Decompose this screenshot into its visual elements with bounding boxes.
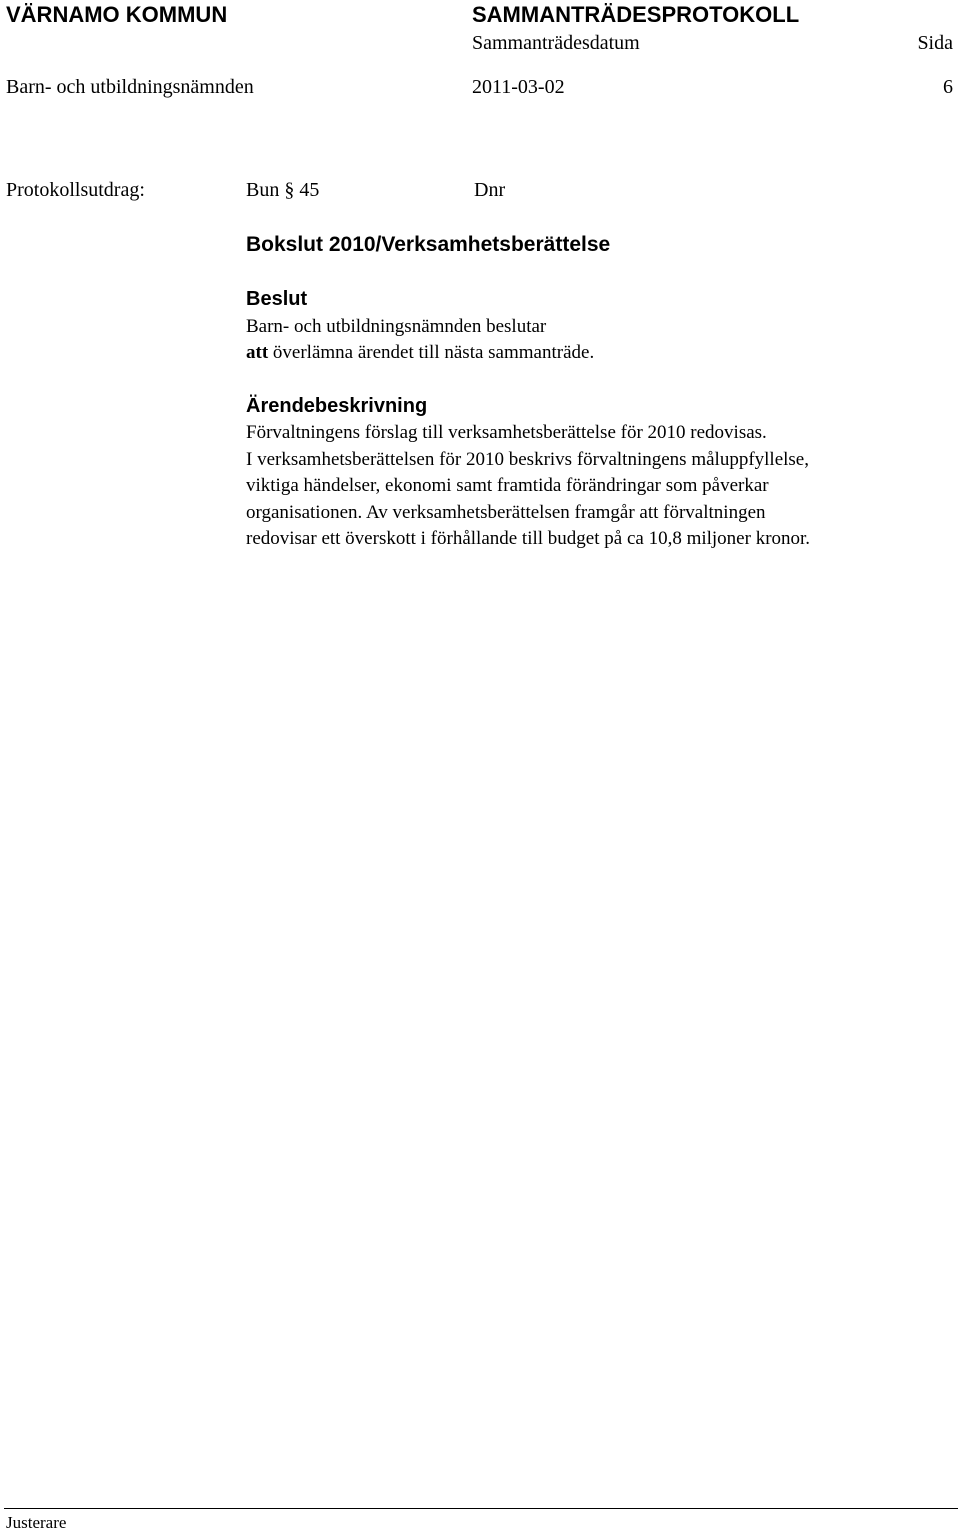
meeting-date-label: Sammanträdesdatum — [472, 32, 640, 54]
decision-line: Barn- och utbildningsnämnden beslutar — [246, 316, 547, 337]
description-line: redovisar ett överskott i förhållande till budget på ca 10,8 miljoner kronor. — [246, 528, 811, 549]
page-number: 6 — [943, 76, 953, 98]
decision-text — [246, 314, 594, 366]
footer-divider — [4, 1508, 958, 1509]
meeting-date: 2011-03-02 — [472, 76, 565, 98]
page-label: Sida — [917, 32, 953, 54]
paragraph-reference: Bun § 45 — [246, 179, 320, 201]
signer-label: Justerare — [6, 1513, 67, 1532]
dnr-label: Dnr — [474, 179, 506, 201]
decision-heading: Beslut — [246, 288, 308, 310]
description-line: organisationen. Av verksamhetsberättelsen framgår att förvaltningen — [246, 501, 766, 523]
case-title: Bokslut 2010/Verksamhetsberättelse — [246, 233, 611, 256]
document-type: SAMMANTRÄDESPROTOKOLL — [472, 2, 800, 27]
description-heading: Ärendebeskrivning — [246, 395, 428, 417]
committee-name: Barn- och utbildningsnämnden — [6, 76, 254, 98]
description-line: Förvaltningens förslag till verksamhetsberättelse för 2010 redovisas. — [246, 422, 767, 443]
extract-label: Protokollsutdrag: — [6, 179, 145, 201]
description-line: I verksamhetsberättelsen för 2010 beskrivs förvaltningens måluppfyllelse, — [246, 448, 809, 470]
description-text — [246, 420, 810, 553]
decision-line — [246, 340, 594, 366]
decision-line-text: överlämna ärendet till nästa sammanträde. — [268, 342, 595, 363]
att-keyword: att — [246, 342, 269, 363]
description-line: viktiga händelser, ekonomi samt framtida förändringar som påverkar — [246, 475, 769, 496]
org-name: VÄRNAMO KOMMUN — [6, 2, 228, 27]
